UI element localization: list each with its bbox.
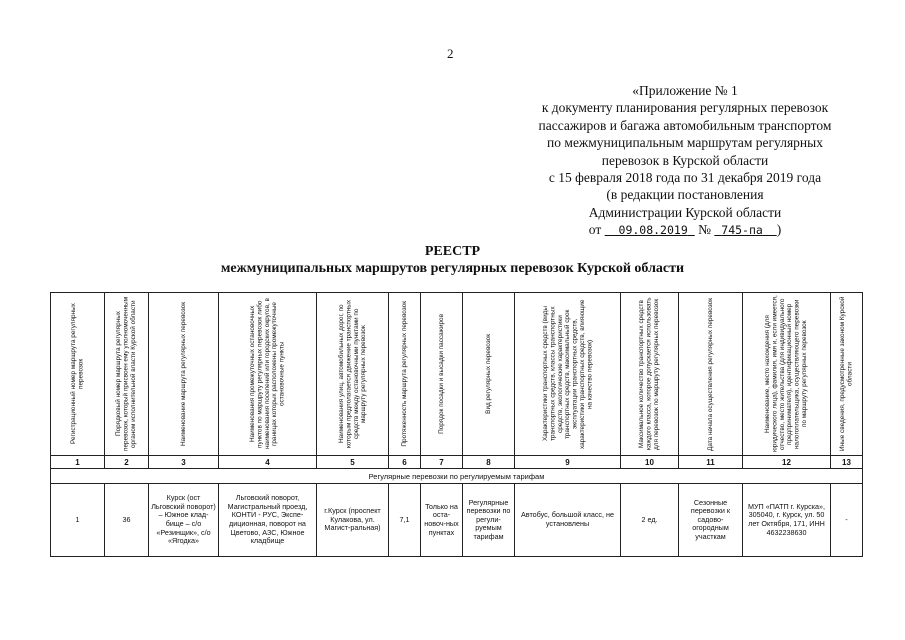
column-number: 3 (149, 456, 219, 469)
date-prefix: от (588, 222, 602, 238)
cell-vehicle-characteristics: Автобус, большой класс, не установлены (515, 484, 621, 557)
column-number: 9 (515, 456, 621, 469)
cell-registration-number: 1 (51, 484, 105, 557)
column-header: Вид регулярных перевозок (463, 293, 515, 456)
header-row (51, 293, 863, 456)
document-title: РЕЕСТР (424, 244, 481, 259)
number-label: № (698, 222, 711, 238)
column-header: Иные сведения, предусмотренные законом Курской области (831, 293, 863, 456)
column-number: 5 (317, 456, 389, 469)
cell-start-date: Сезонные перевозки к садово-огородным участкам (679, 484, 743, 557)
column-header: Порядковый номер маршрута регулярных перевозок, который присвоен ему уполномоченным органом исполнительной власти Курской области (105, 293, 149, 456)
cell-transport-type: Регулярные перевозки по регули-руемым тарифам (463, 484, 515, 557)
column-number: 11 (679, 456, 743, 469)
date-suffix: ) (776, 222, 782, 238)
appendix-line: перевозок в Курской области (601, 152, 769, 168)
column-number: 1 (51, 456, 105, 469)
column-number: 10 (621, 456, 679, 469)
registry-table (50, 292, 863, 557)
column-header: Наименования улиц, автомобильных дорог, по которым предполагается движение транспортных средств между остановочными пунктами по маршруту регулярных перевозок (317, 293, 389, 456)
cell-other-info: - (831, 484, 863, 557)
column-header: Дата начала осуществления регулярных перевозок (679, 293, 743, 456)
appendix-line: к документу планирования регулярных перевозок (541, 100, 829, 116)
appendix-line: Администрации Курской области (588, 204, 782, 220)
column-number-row (51, 456, 863, 469)
column-header: Протяженность маршрута регулярных перевозок (389, 293, 421, 456)
decree-number: 745-па (721, 223, 763, 238)
appendix-line: пассажиров и багажа автомобильным транспортом (538, 117, 832, 133)
column-number: 8 (463, 456, 515, 469)
column-header: Порядок посадки и высадки пассажиров (421, 293, 463, 456)
column-number: 13 (831, 456, 863, 469)
cell-boarding-order: Только на оста-новоч-ных пунктах (421, 484, 463, 557)
appendix-line: (в редакции постановления (606, 187, 764, 203)
column-header: Наименования промежуточных остановочных пунктов по маршруту регулярных перевозок либо наименования поселений или городских округов, в границах которых расположены промежуточные остановочные пункты (219, 293, 317, 456)
column-header: Наименование маршрута регулярных перевозок (149, 293, 219, 456)
column-header: Регистрационный номер маршрута регулярных перевозок (51, 293, 105, 456)
column-number: 7 (421, 456, 463, 469)
column-number: 2 (105, 456, 149, 469)
page-number: 2 (447, 46, 454, 61)
appendix-date-line (490, 221, 880, 239)
cell-route-name: Курск (ост Льговский поворот) – Южное клад-бище – с/о «Резинщик», с/о «Ягодка» (149, 484, 219, 557)
appendix-note (490, 82, 880, 240)
column-header: Максимальное количество транспортных средств каждого класса, которое допускается использовать для перевозок по маршруту регулярных перевозок (621, 293, 679, 456)
cell-length: 7,1 (389, 484, 421, 557)
table-row (51, 484, 863, 557)
cell-carrier: МУП «ПАТП г. Курска», 305040, г. Курск, ул. 50 лет Октября, 171, ИНН 4632238630 (743, 484, 831, 557)
document-subtitle: межмуниципальных маршрутов регулярных перевозок Курской области (220, 261, 685, 276)
cell-intermediate-stops: Льговский поворот, Магистральный проезд, КОНТИ - РУС, Экспе-диционная, поворот на Цветово, АЗС, Южное кладбище (219, 484, 317, 557)
column-header: Характеристики транспортных средств (виды транспортных средств, классы транспортных средств, экологические характеристики транспортных средств, максимальный срок эксплуатации транспортных средств, характеристики транспортных средств, влияющие на качество перевозок) (515, 293, 621, 456)
appendix-line: с 15 февраля 2018 года по 31 декабря 2019 года (548, 170, 822, 186)
cell-route-number: 36 (105, 484, 149, 557)
cell-max-vehicles: 2 ед. (621, 484, 679, 557)
appendix-line: «Приложение № 1 (632, 83, 738, 98)
section-title: Регулярные перевозки по регулируемым тарифам (51, 469, 863, 484)
cell-streets: г.Курск (проспект Кулакова, ул. Магист-ральная) (317, 484, 389, 557)
appendix-line: по межмуниципальным маршрутам регулярных (547, 135, 823, 151)
section-row (51, 469, 863, 484)
column-number: 6 (389, 456, 421, 469)
column-number: 4 (219, 456, 317, 469)
column-number: 12 (743, 456, 831, 469)
decree-date: 09.08.2019 (618, 223, 688, 238)
column-header: Наименование, место нахождения (для юридического лица), фамилия, имя и, если имеется, отчество, место жительства (для индивидуального предпринимателя), идентификационный номер налогоплательщика, осуществляющего перевозки по маршруту регулярных перевозок (743, 293, 831, 456)
